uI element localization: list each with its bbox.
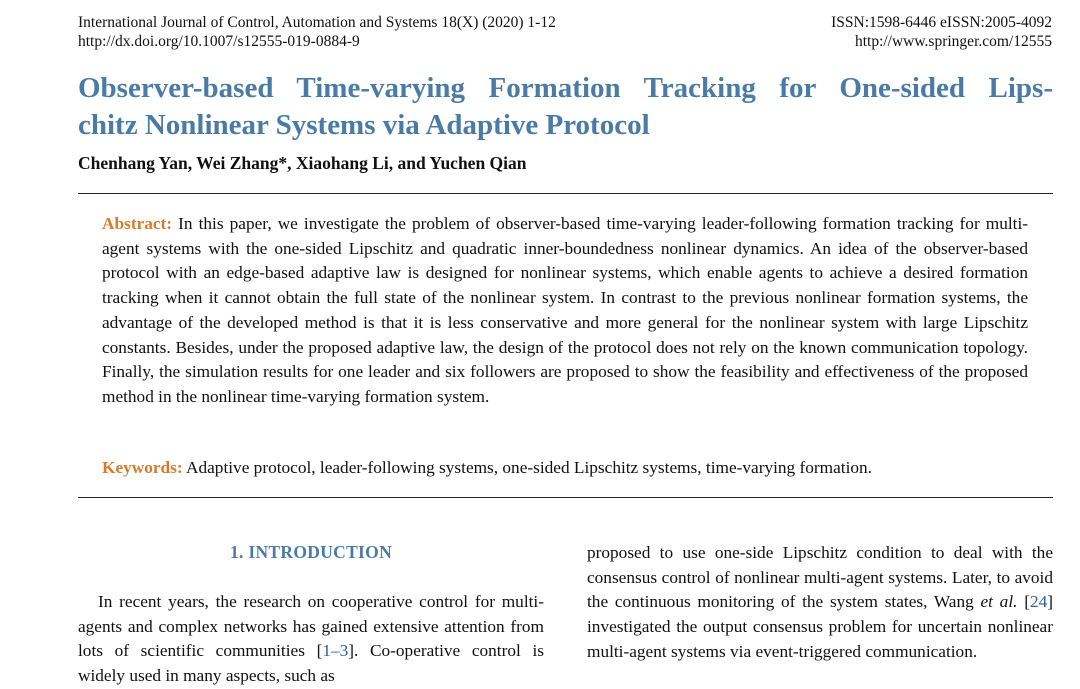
abstract-block bbox=[102, 212, 1028, 410]
divider-bottom bbox=[78, 497, 1053, 498]
right-text-2: [ bbox=[1017, 592, 1030, 612]
keywords-block bbox=[102, 456, 1028, 480]
keywords-text: Adaptive protocol, leader-following systems, one-sided Lipschitz systems, time-varying formation. bbox=[186, 458, 872, 477]
keywords-label: Keywords: bbox=[102, 458, 183, 477]
intro-right-column bbox=[587, 541, 1053, 665]
paper-title bbox=[78, 70, 1053, 144]
journal-header-right bbox=[831, 13, 1052, 51]
intro-text-1: In recent years, the research on cooperative control for multi-agents and complex networks has gained extensive attention from lots of scientific communities [ bbox=[78, 592, 544, 661]
citation-link[interactable]: 1–3 bbox=[322, 641, 349, 661]
section-heading-introduction: 1. INTRODUCTION bbox=[229, 542, 393, 562]
citation-link-24[interactable]: 24 bbox=[1029, 592, 1048, 612]
intro-paragraph bbox=[78, 590, 544, 689]
abstract-label: Abstract: bbox=[102, 214, 173, 233]
journal-citation: International Journal of Control, Automation and Systems 18(X) (2020) 1-12 bbox=[78, 14, 556, 31]
paper-title-line-1: Observer-based Time-varying Formation Tracking for One-sided Lips- bbox=[78, 72, 1053, 104]
intro-paragraph-right bbox=[587, 541, 1053, 665]
et-al-text: et al. bbox=[980, 592, 1018, 612]
right-text-3: ] investigated the output consensus problem for uncertain nonlinear multi-agent systems via event-triggered communication. bbox=[587, 592, 1053, 661]
divider-top bbox=[78, 193, 1053, 194]
intro-text-2: ]. Co-operative control is widely used in many aspects, such as bbox=[78, 641, 544, 686]
publisher-link[interactable]: http://www.springer.com/12555 bbox=[854, 33, 1052, 50]
intro-left-column bbox=[78, 590, 544, 689]
paper-title-line-2: chitz Nonlinear Systems via Adaptive Protocol bbox=[78, 109, 650, 141]
journal-header-left bbox=[78, 13, 556, 51]
doi-link[interactable]: http://dx.doi.org/10.1007/s12555-019-0884-9 bbox=[78, 33, 360, 50]
author-list: Chenhang Yan, Wei Zhang*, Xiaohang Li, and Yuchen Qian bbox=[78, 153, 527, 173]
right-text-1: proposed to use one-side Lipschitz condition to deal with the consensus control of nonlinear multi-agent systems. Later, to avoid the continuous monitoring of the system states, Wang bbox=[587, 543, 1053, 612]
issn-text: ISSN:1598-6446 eISSN:2005-4092 bbox=[831, 14, 1052, 31]
abstract-text: In this paper, we investigate the problem of observer-based time-varying leader-following formation tracking for multi-agent systems with the one-sided Lipschitz and quadratic inner-boundedness nonlinear dynamics. An idea of the observer-based protocol with an edge-based adaptive law is designed for nonlinear systems, which enable agents to achieve a desired formation tracking when it cannot obtain the full state of the nonlinear system. In contrast to the previous nonlinear formation systems, the advantage of the developed method is that it is less conservative and more general for the nonlinear system with large Lipschitz constants. Besides, under the proposed adaptive law, the design of the protocol does not rely on the known communication topology. Finally, the simulation results for one leader and six followers are proposed to show the feasibility and effectiveness of the proposed method in the nonlinear time-varying formation system. bbox=[102, 214, 1029, 406]
